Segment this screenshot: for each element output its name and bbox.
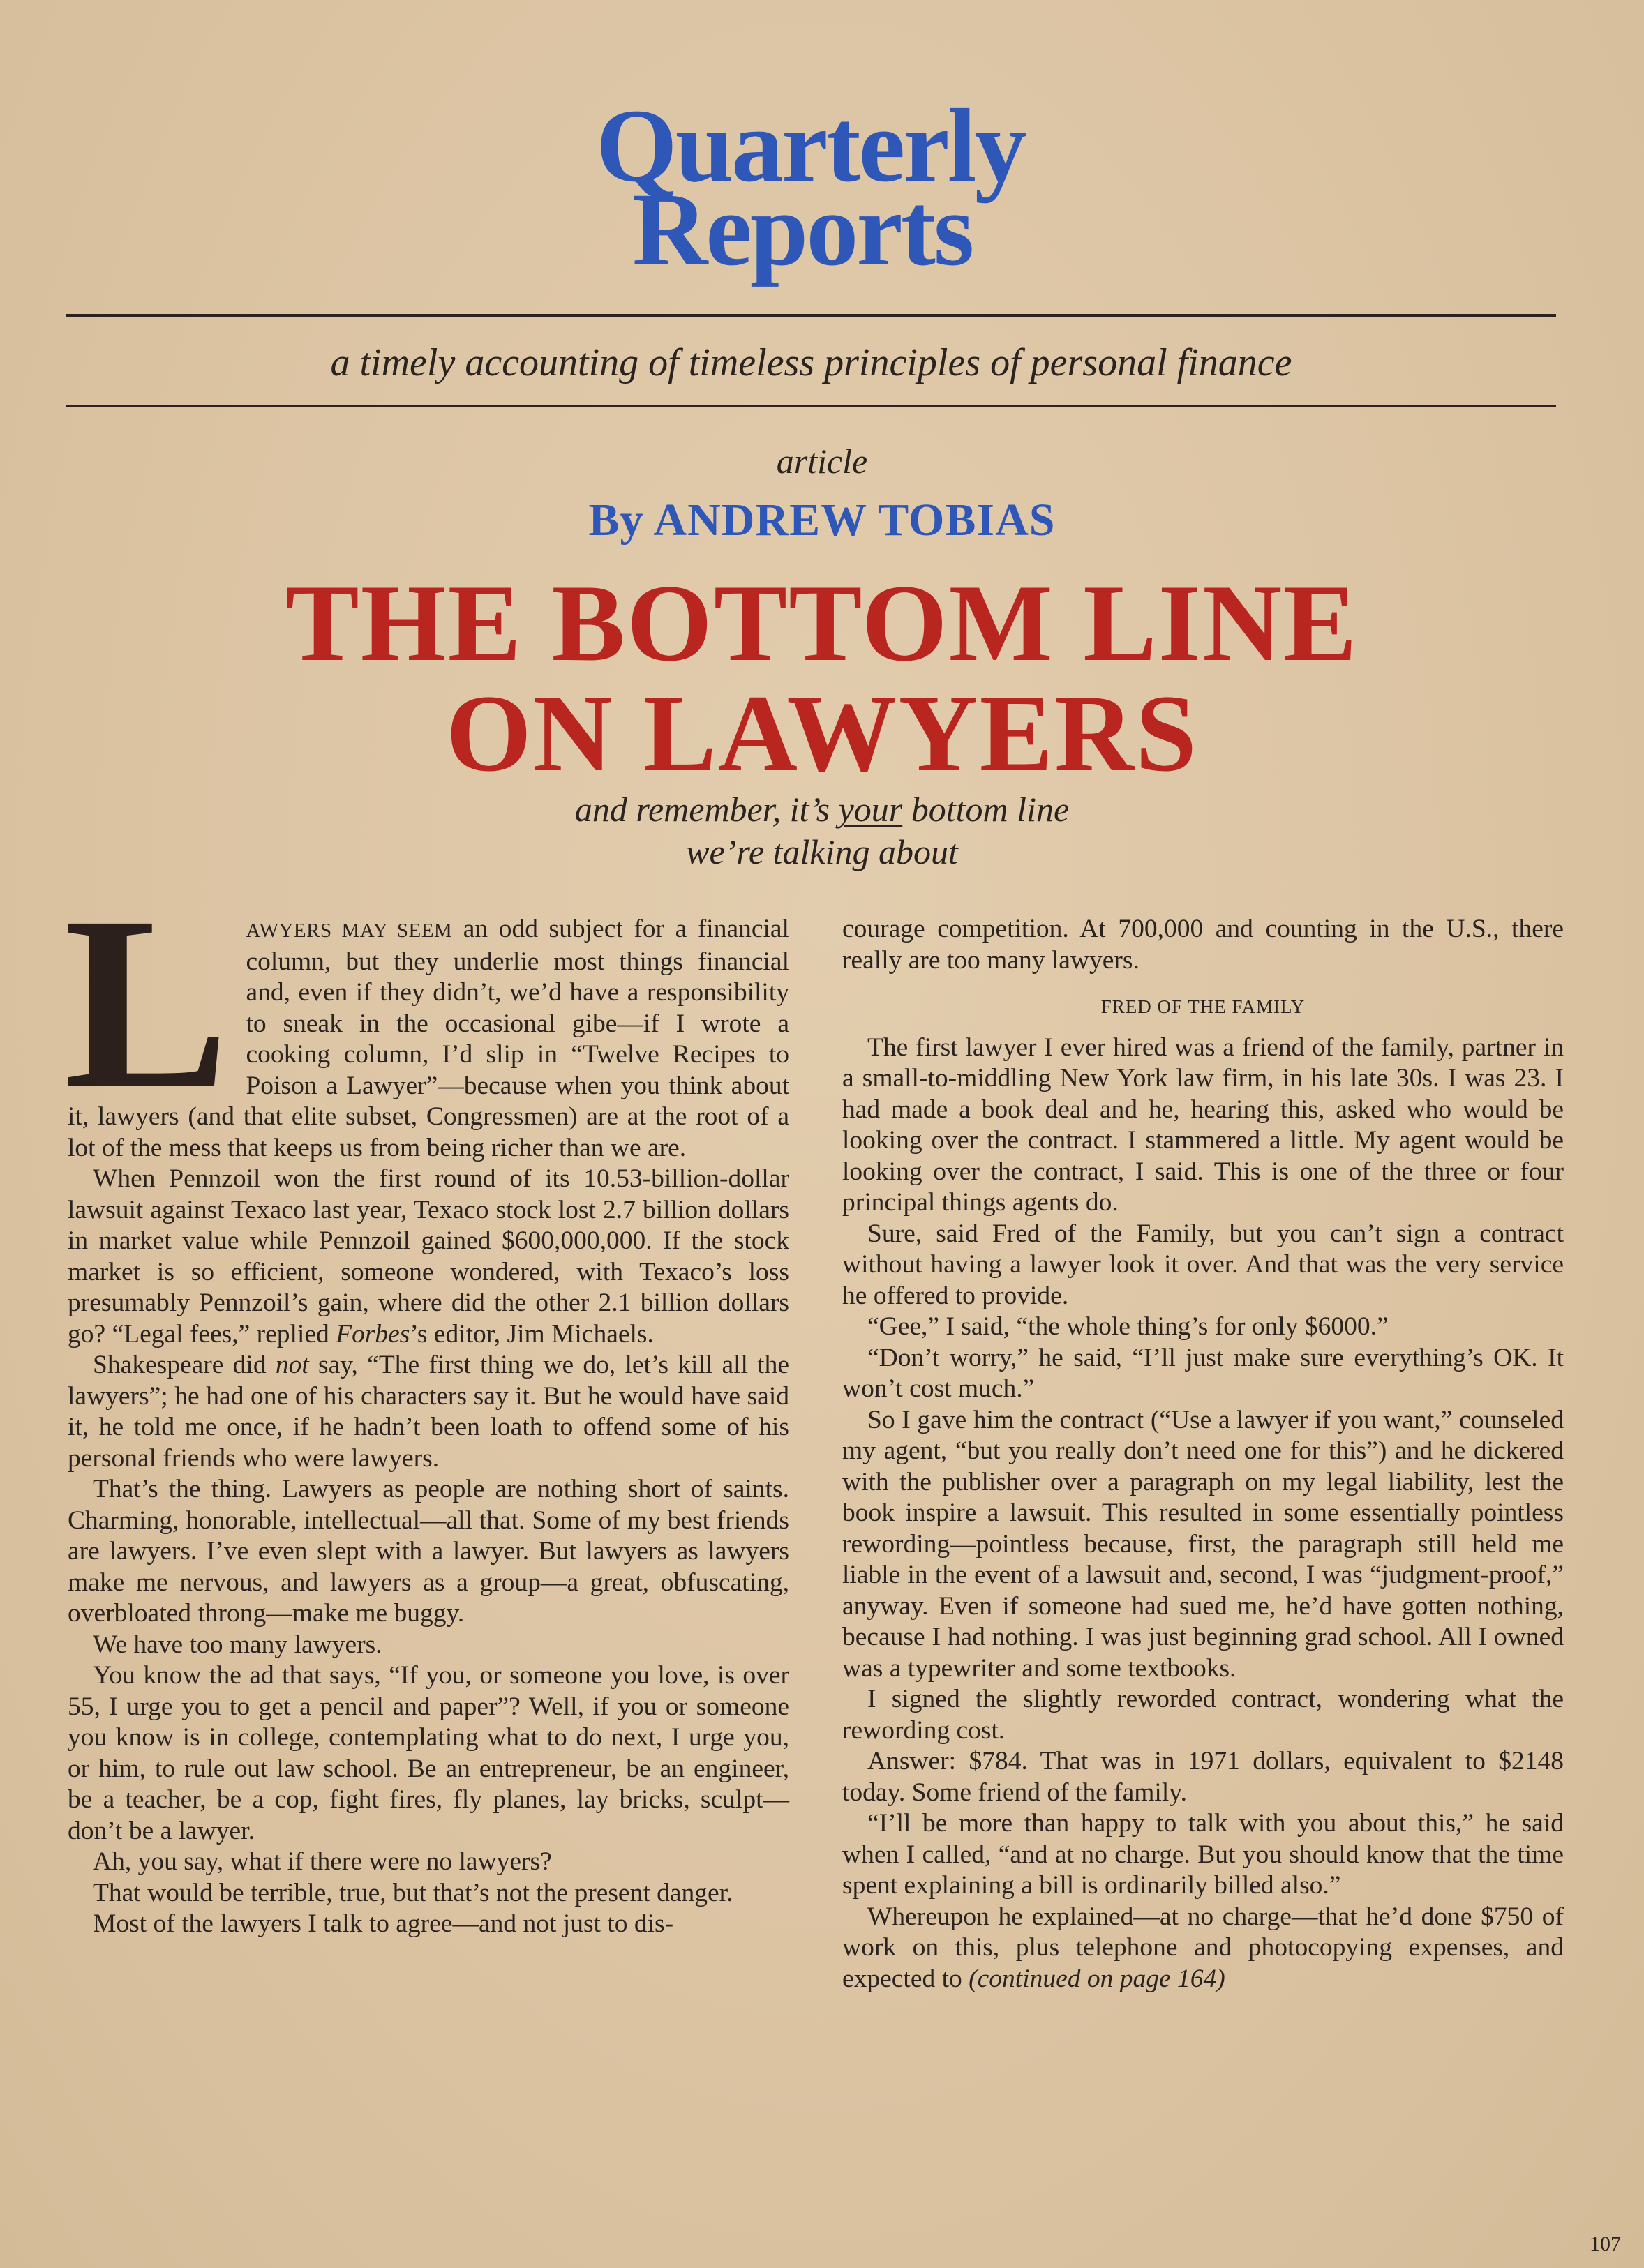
paragraph: We have too many lawyers. [93, 1630, 382, 1659]
paragraph-text: ’s editor, Jim Michaels. [410, 1319, 654, 1349]
subhead-pre: and remember, it’s [574, 790, 839, 829]
paragraph: “I’ll be more than happy to talk with you about this,” he said when I called, “and at no charge. But you should know that the time spent explaining a bill is ordinarily billed also.” [842, 1809, 1564, 1900]
paragraph: You know the ad that says, “If you, or someone you love, is over 55, I urge you to get a pencil and paper”? Well, if you or someone you know is in college, contemplating what to do next, I urge you, or him, to rule out law school. Be an entrepreneur, be an engineer, be a teacher, be a cop, fight fires, fly planes, lay bricks, sculpt—don’t be a lawyer. [68, 1661, 789, 1845]
subhead-post: bottom line [902, 790, 1070, 829]
paragraph [63, 866, 789, 1164]
top-rule [66, 314, 1556, 317]
continued-note: (continued on page 164) [969, 1964, 1225, 1993]
lead-in-smallcaps: AWYERS MAY SEEM [246, 919, 453, 942]
paragraph-text: Shakespeare did [93, 1351, 276, 1379]
italic-text: Forbes [336, 1319, 410, 1349]
paragraph: “Don’t worry,” he said, “I’ll just make sure everything’s OK. It won’t cost much.” [842, 1343, 1564, 1403]
subhead [0, 788, 1644, 873]
subhead-line-1 [0, 788, 1644, 831]
right-column [842, 914, 1564, 1995]
kicker: article [776, 442, 868, 481]
paragraph: So I gave him the contract (“Use a lawyer if you want,” counseled my agent, “but you really don’t need one for this”) and he dickered with the publisher over a paragraph on my legal liability, lest the book inspire a lawsuit. This resulted in some essentially pointless rewording—pointless because, first, the paragraph still held me liable in the event of a lawsuit and, second, I was “judgment-proof,” anyway. Even if someone had sued me, he’d have gotten nothing, because I had nothing. I was just beginning grad school. All I owned was a typewriter and some textbooks. [842, 1405, 1564, 1683]
lead-paragraph-text: an odd subject for a financial column, but they underlie most things financial and, even if they didn’t, we’d have a responsibility to sneak in the occasional gibe—if I wrote a cooking column, I’d slip in “Twelve Recipes to Poison a Lawyer”—because when you think about it, lawyers (and that elite subset, Congressmen) are at the root of a lot of the mess that keeps us from being richer than we are. [68, 915, 789, 1162]
paragraph: courage competition. At 700,000 and counting in the U.S., there really are too many lawyers. [842, 915, 1564, 975]
paragraph: That’s the thing. Lawyers as people are nothing short of saints. Charming, honorable, intellectual—all that. Some of my best friends are lawyers. I’ve even slept with a lawyer. But lawyers as lawyers make me nervous, and lawyers as a group—a great, obfuscating, overbloated throng—make me buggy. [68, 1475, 789, 1628]
bottom-rule [66, 405, 1556, 407]
paragraph: That would be terrible, true, but that’s not the present danger. [93, 1878, 733, 1907]
subhead-line-2: we’re talking about [686, 832, 958, 871]
tagline: a timely accounting of timeless principles of personal finance [330, 341, 1292, 384]
paragraph: I signed the slightly reworded contract, wondering what the rewording cost. [842, 1685, 1564, 1745]
paragraph: The first lawyer I ever hired was a friend of the family, partner in a small-to-middling New York law firm, in his late 30s. I was 23. I had made a book deal and he, hearing this, asked who would be looking over the contract. I stammered a little. My agent would be looking over the contract, I said. This is one of the three or four principal things agents do. [842, 1032, 1564, 1217]
paragraph-text: Whereupon he explained—at no charge—that he’d done $750 of work on this, plus telephone and photocopying expenses, and expected to [842, 1902, 1564, 1993]
paragraph: Most of the lawyers I talk to agree—and not just to dis- [93, 1909, 674, 1938]
paragraph [842, 1902, 1564, 1995]
headline [0, 562, 1644, 795]
paragraph-text: When Pennzoil won the first round of its 10.53-billion-dollar lawsuit against Texaco last year, Texaco stock lost 2.7 billion dollars in market value while Pennzoil gained $600,000,000. If the stock market is so efficient, someone wondered, with Texaco’s loss presumably Pennzoil’s gain, where did the other 2.1 billion dollars go? “Legal fees,” replied [68, 1164, 789, 1349]
page-number: 107 [1590, 2232, 1621, 2255]
quarterly-reports-logo [586, 88, 1033, 310]
paragraph: Ah, you say, what if there were no lawyers? [93, 1847, 552, 1876]
byline: By ANDREW TOBIAS [588, 495, 1056, 546]
section-head: FRED OF THE FAMILY [1100, 996, 1306, 1017]
paragraph: Sure, said Fred of the Family, but you can’t sign a contract without having a lawyer look it over. And that was the very service he offered to provide. [842, 1219, 1564, 1310]
drop-cap: L [63, 866, 230, 1141]
paragraph: Answer: $784. That was in 1971 dollars, equivalent to $2148 today. Some friend of the family. [842, 1747, 1564, 1807]
paragraph [68, 1350, 789, 1474]
headline-line-1: THE BOTTOM LINE [285, 562, 1359, 684]
italic-text: not [275, 1351, 309, 1379]
left-column [63, 866, 789, 1940]
paragraph: “Gee,” I said, “the whole thing’s for only $6000.” [867, 1312, 1389, 1341]
logo-line-2: Reports [632, 172, 973, 287]
paragraph [68, 1164, 789, 1350]
headline-line-2: ON LAWYERS [446, 673, 1198, 795]
paragraph-text: say, “The first thing we do, let’s kill all the lawyers”; he had one of his characters say it. But he would have said it, he told me once, if he hadn’t been loath to offend some of his personal friends who were lawyers. [68, 1351, 789, 1473]
logo-line-1: Quarterly [596, 88, 1025, 204]
subhead-underlined: your [838, 790, 903, 829]
